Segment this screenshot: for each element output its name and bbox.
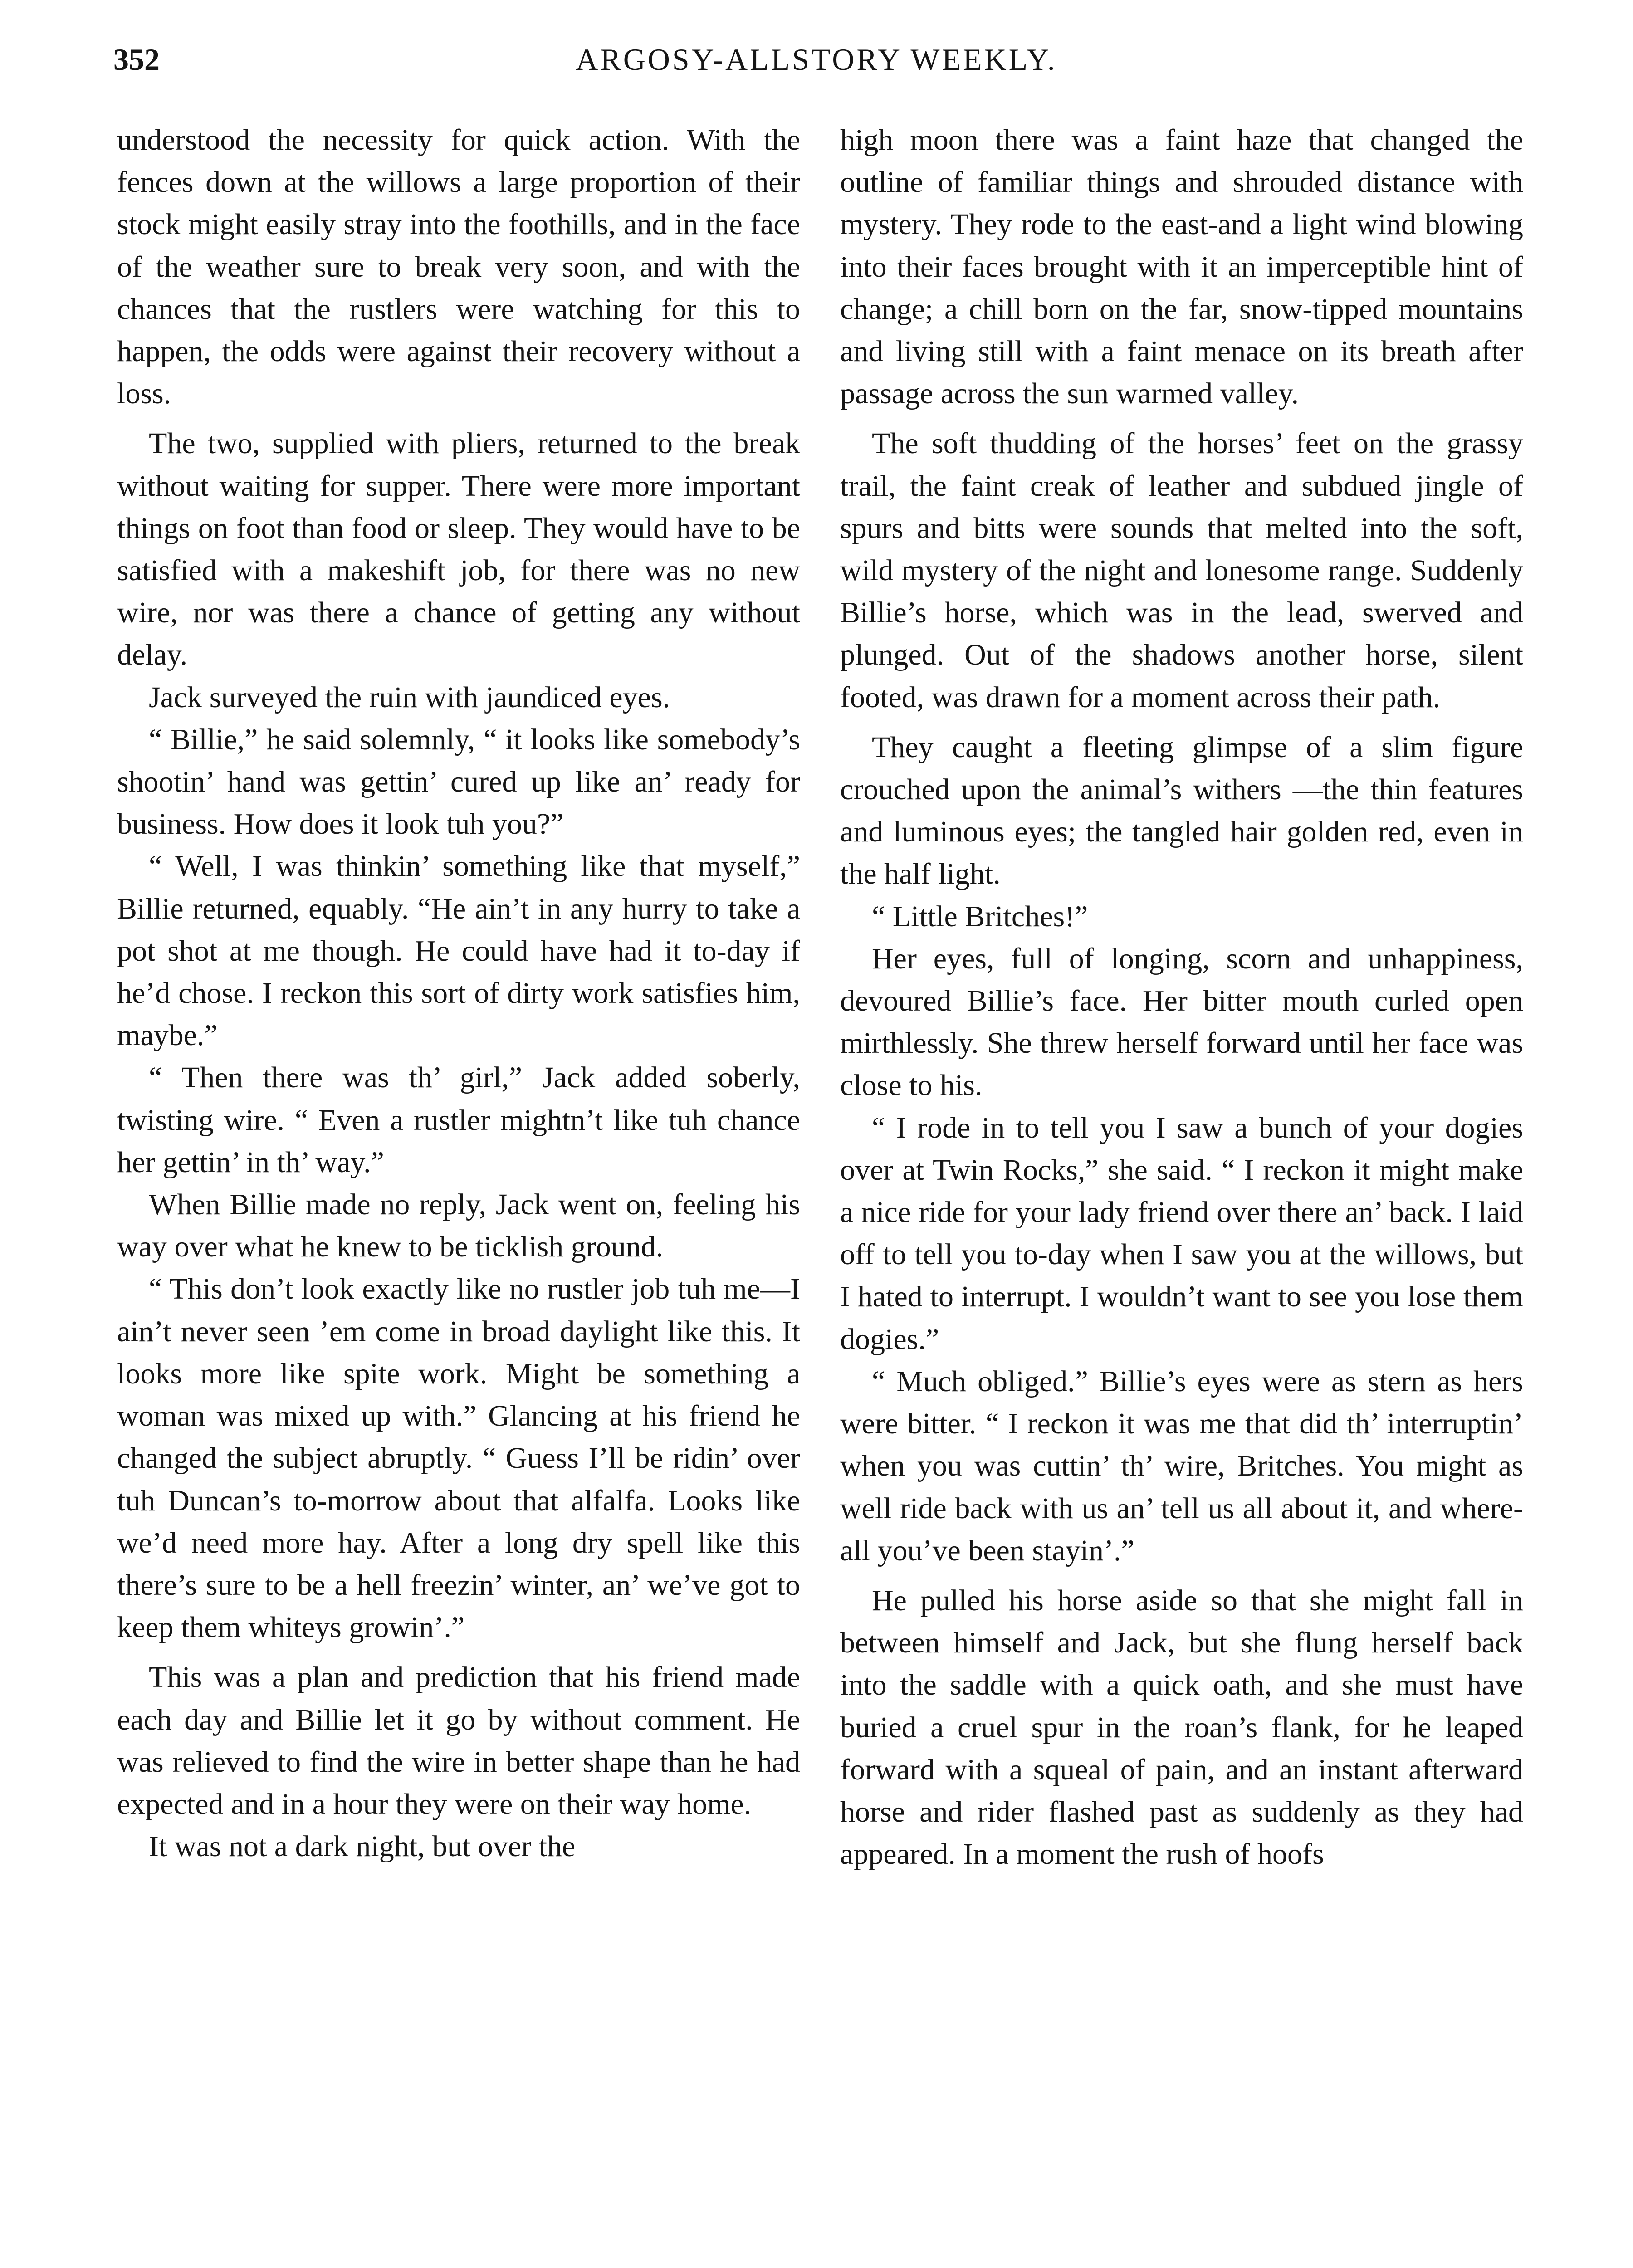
- paragraph: “ Then there was th’ girl,” Jack added soberly, twisting wire. “ Even a rustler mightn’t like tuh chance her gettin’ in th’ way.”: [117, 1061, 800, 1179]
- paragraph: He pulled his horse aside so that she might fall in between himself and Jack, but she flung herself back into the saddle with a quick oath, and she must have buried a cruel spur in the roan’s flank, for he leaped forward with a squeal of pain, and an instant afterward horse and rider flashed past as suddenly as they had appeared. In a moment the rush of hoofs: [840, 1584, 1523, 1871]
- paragraph: They caught a fleeting glimpse of a slim figure crouched upon the animal’s withers —the thin features and luminous eyes; the tangled hair golden red, even in the half light.: [840, 730, 1523, 891]
- running-title: ARGOSY-ALLSTORY WEEKLY.: [576, 42, 1057, 77]
- page-header: [113, 42, 1520, 96]
- paragraph: high moon there was a faint haze that changed the outline of familiar things and shrouded distance with mystery. They rode to the east-and a light wind blowing into their faces brought with it an imperceptible hint of change; a chill born on the far, snow-tipped mountains and living still with a faint menace on its breath after passage across the sun warmed valley.: [840, 123, 1523, 411]
- paragraph: “ Billie,” he said solemnly, “ it looks like somebody’s shootin’ hand was gettin’ cured up like an’ ready for business. How does it look tuh you?”: [117, 723, 800, 841]
- paragraph: Her eyes, full of longing, scorn and unhappiness, devoured Billie’s face. Her bitter mouth curled open mirthlessly. She threw herself forward until her face was close to his.: [840, 942, 1523, 1102]
- right-column: [840, 119, 1523, 1875]
- left-column: [117, 119, 800, 1867]
- paragraph: When Billie made no reply, Jack went on, feeling his way over what he knew to be ticklish ground.: [117, 1188, 800, 1264]
- paragraph: This was a plan and prediction that his friend made each day and Billie let it go by without comment. He was relieved to find the wire in better shape than he had expected and in a hour they were on their way home.: [117, 1661, 800, 1821]
- page-number: 352: [113, 42, 160, 77]
- paragraph: Jack surveyed the ruin with jaundiced eyes.: [149, 680, 670, 714]
- paragraph: “ Little Britches!”: [872, 899, 1088, 933]
- paragraph: It was not a dark night, but over the: [149, 1830, 576, 1863]
- paragraph: “ This don’t look exactly like no rustler job tuh me—I ain’t never seen ’em come in broad daylight like this. It looks more like spite work. Might be something a woman was mixed up with.” Glancing at his friend he changed the subject abruptly. “ Guess I’ll be ridin’ over tuh Duncan’s to-morrow about that alfalfa. Looks like we’d need more hay. After a long dry spell like this there’s sure to be a hell freezin’ winter, an’ we’ve got to keep them whiteys growin’.”: [117, 1272, 800, 1644]
- paragraph: “ I rode in to tell you I saw a bunch of your dogies over at Twin Rocks,” she said. “ I reckon it might make a nice ride for your lady friend over there an’ back. I laid off to tell you to-day when I saw you at the willows, but I hated to interrupt. I wouldn’t want to see you lose them dogies.”: [840, 1111, 1523, 1356]
- paragraph: understood the necessity for quick action. With the fences down at the willows a large proportion of their stock might easily stray into the foothills, and in the face of the weather sure to break very soon, and with the chances that the rustlers were watching for this to happen, the odds were against their recovery without a loss.: [117, 123, 800, 411]
- paragraph: The two, supplied with pliers, returned to the break without waiting for supper. There were more important things on foot than food or sleep. They would have to be satisfied with a makeshift job, for there was no new wire, nor was there a chance of getting any without delay.: [117, 427, 800, 672]
- paragraph: “ Much obliged.” Billie’s eyes were as stern as hers were bitter. “ I reckon it was me that did th’ interruptin’ when you was cuttin’ th’ wire, Britches. You might as well ride back with us an’ tell us all about it, and where-all you’ve been stayin’.”: [840, 1364, 1523, 1567]
- paragraph: The soft thudding of the horses’ feet on the grassy trail, the faint creak of leather and subdued jingle of spurs and bitts were sounds that melted into the soft, wild mystery of the night and lonesome range. Suddenly Billie’s horse, which was in the lead, swerved and plunged. Out of the shadows another horse, silent footed, was drawn for a moment across their path.: [840, 427, 1523, 714]
- paragraph: “ Well, I was thinkin’ something like that myself,” Billie returned, equably. “He ain’t in any hurry to take a pot shot at me though. He could have had it to-day if he’d chose. I reckon this sort of dirty work satisfies him, maybe.”: [117, 850, 800, 1052]
